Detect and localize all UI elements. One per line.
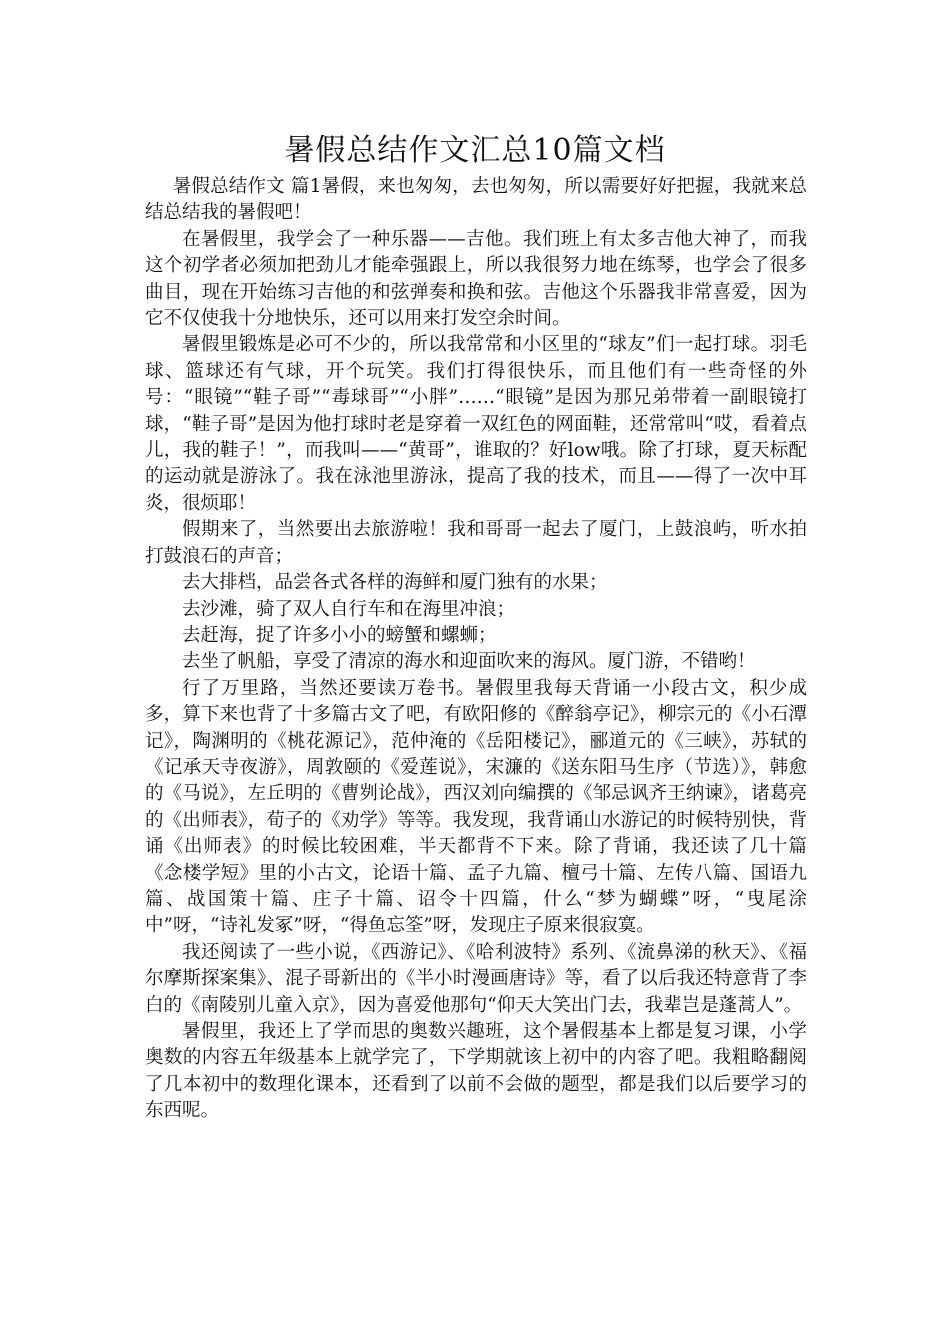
paragraph-travel: 假期来了，当然要出去旅游啦！我和哥哥一起去了厦门，上鼓浪屿，听水拍打鼓浪石的声音； <box>145 519 807 567</box>
paragraph-sailing: 去坐了帆船，享受了清凉的海水和迎面吹来的海风。厦门游，不错哟！ <box>182 651 756 673</box>
paragraph-food-stall: 去大排档，品尝各式各样的海鲜和厦门独有的水果； <box>182 572 608 594</box>
paragraph-guitar: 在暑假里，我学会了一种乐器——吉他。我们班上有太多吉他大神了，而我这个初学者必须加把劲儿才能牵强跟上，所以我很努力地在练琴，也学会了很多曲目，现在开始练习吉他的和弦弹奏和换和弦。吉他这个乐器我非常喜爱，因为它不仅使我十分地快乐，还可以用来打发空余时间。 <box>145 228 807 330</box>
paragraph-beach: 去沙滩，骑了双人自行车和在海里冲浪； <box>182 598 516 620</box>
document-body <box>145 174 807 1125</box>
paragraph-classics: 行了万里路，当然还要读万卷书。暑假里我每天背诵一小段古文，积少成多，算下来也背了十多篇古文了吧，有欧阳修的《醉翁亭记》，柳宗元的《小石潭记》，陶渊明的《桃花源记》，范仲淹的《岳阳楼记》，郦道元的《三峡》，苏轼的《记承天寺夜游》，周敦颐的《爱莲说》，宋濂的《送东阳马生序（节选）》，韩愈的《马说》，左丘明的《曹刿论战》，西汉刘向编撰的《邹忌讽齐王纳谏》，诸葛亮的《出师表》，荀子的《劝学》等等。我发现，我背诵山水游记的时候特别快，背诵《出师表》的时候比较困难，半天都背不下来。除了背诵，我还读了几十篇《念楼学短》里的小古文，论语十篇、孟子九篇、檀弓十篇、左传八篇、国语九篇、战国策十篇、庄子十篇、诏令十四篇，什么“梦为蝴蝶”呀，“曳尾涂中”呀，“诗礼发冢”呀，“得鱼忘筌”呀，发现庄子原来很寂寞。 <box>145 677 807 937</box>
document-title: 暑假总结作文汇总10篇文档 <box>284 133 666 168</box>
paragraph-math-class: 暑假里，我还上了学而思的奥数兴趣班，这个暑假基本上都是复习课，小学奥数的内容五年级基本上就学完了，下学期就该上初中的内容了吧。我粗略翻阅了几本初中的数理化课本，还看到了以前不会做的题型，都是我们以后要学习的东西呢。 <box>145 1021 807 1122</box>
paragraph-tide: 去赶海，捉了许多小小的螃蟹和螺蛳； <box>182 624 497 646</box>
paragraph-intro: 暑假总结作文 篇1暑假，来也匆匆，去也匆匆，所以需要好好把握，我就来总结总结我的暑假吧！ <box>145 176 807 224</box>
paragraph-novels: 我还阅读了一些小说，《西游记》、《哈利波特》系列、《流鼻涕的秋天》、《福尔摩斯探案集》、混子哥新出的《半小时漫画唐诗》等，看了以后我还特意背了李白的《南陵别儿童入京》，因为喜爱他那句“仰天大笑出门去，我辈岂是蓬蒿人”。 <box>145 941 807 1016</box>
paragraph-sports: 暑假里锻炼是必可不少的，所以我常常和小区里的“球友”们一起打球。羽毛球、篮球还有气球，开个玩笑。我们打得很快乐，而且他们有一些奇怪的外号：“眼镜”“鞋子哥”“毒球哥”“小胖”……“眼镜”是因为那兄弟带着一副眼镜打球，“鞋子哥”是因为他打球时老是穿着一双红色的网面鞋，还常常叫“哎，看着点儿，我的鞋子！”，而我叫——“黄哥”，谁取的？好low哦。除了打球，夏天标配的运动就是游泳了。我在泳池里游泳，提高了我的技术，而且——得了一次中耳炎，很烦耶！ <box>145 334 807 514</box>
